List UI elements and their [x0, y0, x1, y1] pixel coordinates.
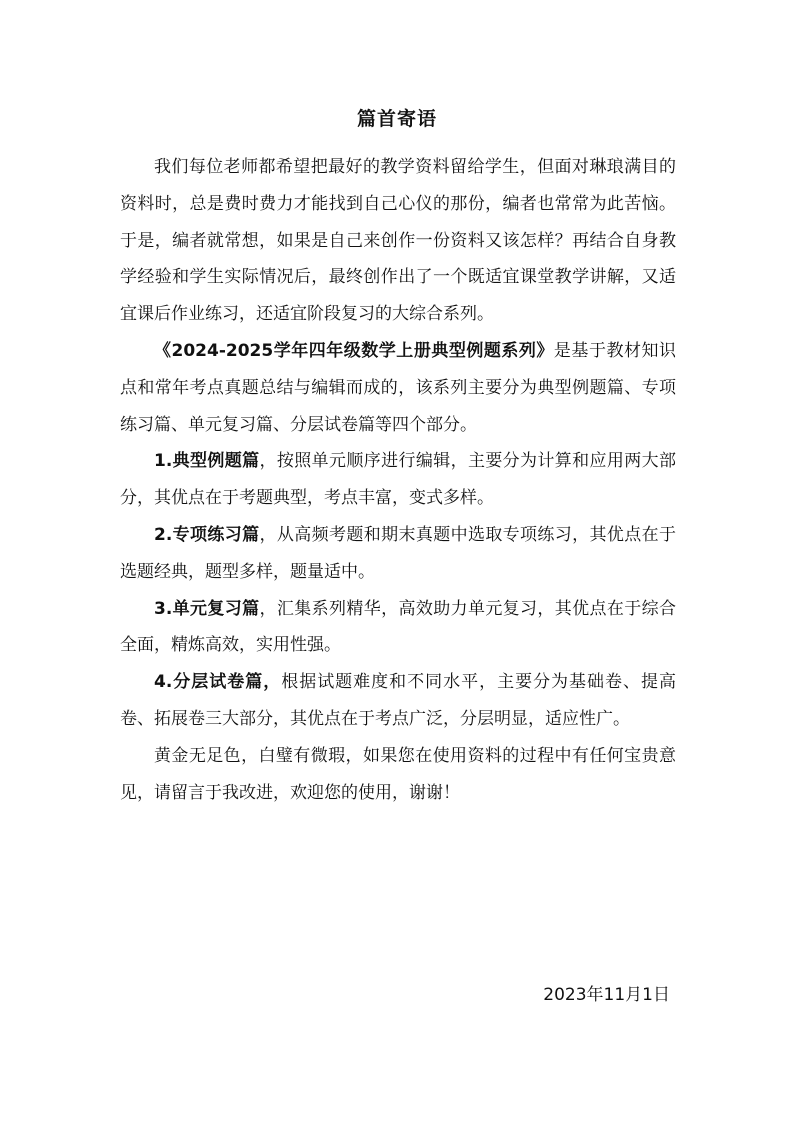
paragraph-series	[120, 333, 676, 443]
paragraph-typical-examples	[120, 443, 676, 517]
paragraph-text: ，按照单元顺序进行编辑，主要分为计算和应用两大部分，其优点在于考题典型，考点丰富，变式多样。	[120, 451, 677, 509]
paragraph-text: 是基于教材知识点和常年考点真题总结与编辑而成的，该系列主要分为典型例题篇、专项练习篇、单元复习篇、分层试卷篇等四个部分。	[120, 340, 676, 435]
paragraph-text: 我们每位老师都希望把最好的教学资料留给学生，但面对琳琅满目的资料时，总是费时费力才能找到自己心仪的那份，编者也常常为此苦恼。于是，编者就常想，如果是自己来创作一份资料又该怎样？再结合自身教学经验和学生实际情况后，最终创作出了一个既适宜课堂教学讲解，又适宜课后作业练习，还适宜阶段复习的大综合系列。	[120, 157, 676, 325]
page-title: 篇首寄语	[356, 108, 437, 130]
document-body	[120, 149, 676, 811]
paragraph-layered-tests	[120, 664, 676, 738]
document-date: 2023年11月1日	[543, 985, 670, 1005]
paragraph-text: 根据试题难度和不同水平，主要分为基础卷、提高卷、拓展卷三大部分，其优点在于考点广泛，分层明显，适应性广。	[120, 672, 676, 729]
paragraph-text: ，汇集系列精华，高效助力单元复习，其优点在于综合全面，精炼高效，实用性强。	[120, 598, 677, 656]
paragraph-unit-review	[120, 591, 676, 665]
paragraph-text: ，从高频考题和期末真题中选取专项练习，其优点在于选题经典，题型多样，题量适中。	[120, 524, 677, 582]
paragraph-lead: 《2024-2025学年四年级数学上册典型例题系列》	[154, 340, 554, 361]
paragraph-lead: 4.分层试卷篇，	[154, 672, 282, 693]
paragraph-text: 黄金无足色，白璧有微瑕，如果您在使用资料的过程中有任何宝贵意见，请留言于我改进，欢迎您的使用，谢谢！	[120, 745, 676, 803]
paragraph-intro	[120, 149, 676, 333]
paragraph-lead: 2.专项练习篇	[154, 524, 260, 545]
paragraph-lead: 3.单元复习篇	[154, 598, 260, 619]
paragraph-special-practice	[120, 517, 676, 591]
paragraph-closing	[120, 738, 676, 812]
paragraph-lead: 1.典型例题篇	[154, 451, 260, 472]
